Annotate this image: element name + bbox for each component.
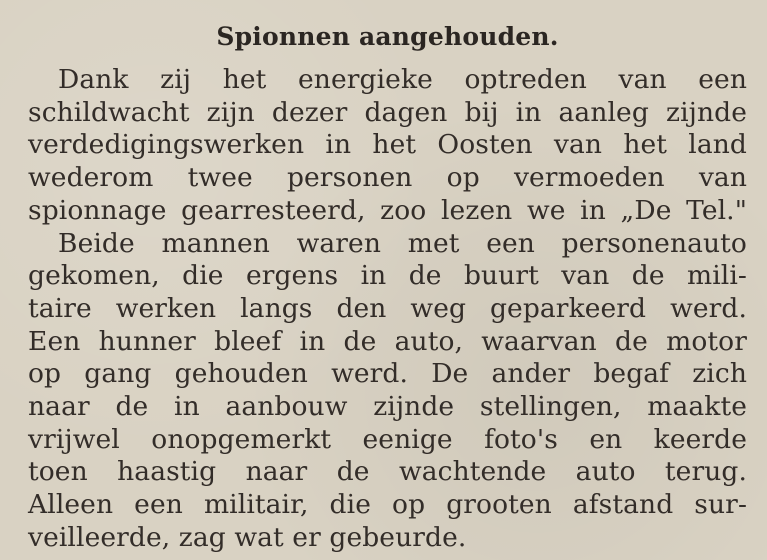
- article-line: verdedigingswerken in het Oosten van het land: [28, 129, 747, 161]
- article-body: [28, 64, 747, 555]
- article-line: Een hunner bleef in de auto, waarvan de motor: [28, 325, 747, 357]
- article-line: spionnage gearresteerd, zoo lezen we in „De Tel.": [28, 194, 747, 226]
- article-line: schildwacht zijn dezer dagen bij in aanleg zijnde: [28, 96, 747, 128]
- article-line: Beide mannen waren met een personenauto: [58, 227, 747, 259]
- article-line: Alleen een militair, die op grooten afstand sur-: [28, 489, 747, 521]
- article-line: op gang gehouden werd. De ander begaf zich: [28, 358, 747, 390]
- article-line: wederom twee personen op vermoeden van: [28, 162, 747, 194]
- article-line: Dank zij het energieke optreden van een: [58, 64, 747, 95]
- article-line: naar de in aanbouw zijnde stellingen, maakte: [28, 391, 747, 423]
- article-line: gekomen, die ergens in de buurt van de mili-: [28, 260, 747, 292]
- article-line: veilleerde, zag wat er gebeurde.: [28, 521, 467, 553]
- article-line: toen haastig naar de wachtende auto terug.: [28, 456, 747, 488]
- article-line: taire werken langs den weg geparkeerd werd.: [28, 292, 747, 324]
- article-headline: Spionnen aangehouden.: [216, 22, 559, 51]
- article-line: vrijwel onopgemerkt eenige foto's en keerde: [28, 423, 747, 455]
